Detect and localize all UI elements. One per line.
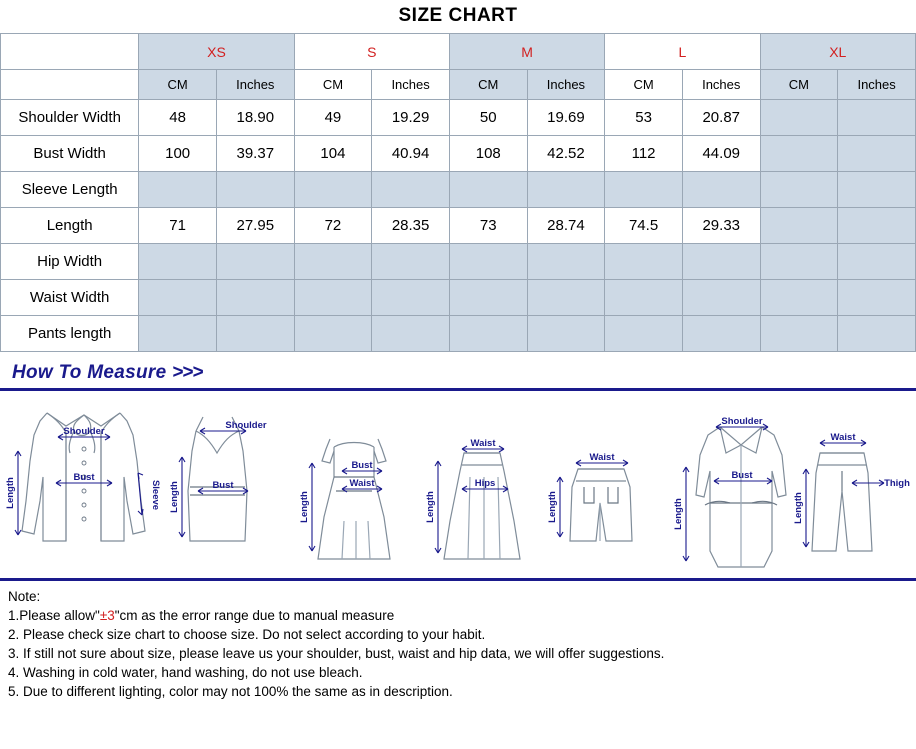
cell-waist-l-cm xyxy=(605,280,683,316)
cell-hip-s-cm xyxy=(294,244,372,280)
table-row xyxy=(1,244,916,280)
note-line-2: 2. Please check size chart to choose size. Do not select according to your habit. xyxy=(8,627,486,642)
cell-hip-xs-cm xyxy=(139,244,217,280)
cell-pants-m-in xyxy=(527,316,605,352)
unit-cell-l-cm: CM xyxy=(605,70,683,100)
cell-waist-xl-cm xyxy=(760,280,838,316)
cell-sleeve-xs-in xyxy=(216,172,294,208)
cell-length-l-cm: 74.5 xyxy=(605,208,683,244)
cell-waist-l-in xyxy=(682,280,760,316)
measure-figures xyxy=(0,391,916,581)
row-label-waist-width: Waist Width xyxy=(1,280,139,316)
size-header-l: L xyxy=(605,34,760,70)
cell-hip-xs-in xyxy=(216,244,294,280)
cell-waist-xs-cm xyxy=(139,280,217,316)
cell-bust-l-in: 44.09 xyxy=(682,136,760,172)
figure-label-skirt-length: Length xyxy=(425,491,436,523)
table-size-header-row xyxy=(1,34,916,70)
figure-label-shorts-length: Length xyxy=(547,491,558,523)
cell-bust-l-cm: 112 xyxy=(605,136,683,172)
cell-shoulder-l-in: 20.87 xyxy=(682,100,760,136)
cell-bust-xl-cm xyxy=(760,136,838,172)
cell-pants-m-cm xyxy=(449,316,527,352)
cell-bust-xl-in xyxy=(838,136,916,172)
cell-hip-m-in xyxy=(527,244,605,280)
cell-shoulder-xs-cm: 48 xyxy=(139,100,217,136)
figure-label-blouse-length: Length xyxy=(5,477,16,509)
unit-cell-xl-cm: CM xyxy=(760,70,838,100)
cell-bust-xs-cm: 100 xyxy=(139,136,217,172)
cell-sleeve-xl-cm xyxy=(760,172,838,208)
figure-label-blouse-sleeve: Sleeve xyxy=(150,479,161,511)
cell-waist-m-cm xyxy=(449,280,527,316)
cell-bust-m-cm: 108 xyxy=(449,136,527,172)
table-row xyxy=(1,172,916,208)
note-line-3: 3. If still not sure about size, please leave us your shoulder, bust, waist and hip data, we will offer suggestions. xyxy=(8,646,665,661)
figure-label-coat-shoulder: Shoulder xyxy=(721,416,763,427)
cell-length-l-in: 29.33 xyxy=(682,208,760,244)
cell-shoulder-m-cm: 50 xyxy=(449,100,527,136)
figure-label-skirt-hips: Hips xyxy=(474,478,496,489)
cell-waist-xs-in xyxy=(216,280,294,316)
row-label-hip-width: Hip Width xyxy=(1,244,139,280)
table-row xyxy=(1,100,916,136)
cell-sleeve-l-cm xyxy=(605,172,683,208)
measure-figures-svg xyxy=(0,391,916,578)
how-to-measure-text: How To Measure xyxy=(12,362,167,383)
cell-shoulder-s-cm: 49 xyxy=(294,100,372,136)
figure-label-dress-bust: Bust xyxy=(351,460,373,471)
unit-cell-xs-inches: Inches xyxy=(216,70,294,100)
figure-label-pants-thigh: Thigh xyxy=(884,478,910,489)
cell-sleeve-xs-cm xyxy=(139,172,217,208)
table-row xyxy=(1,136,916,172)
cell-sleeve-s-in xyxy=(372,172,450,208)
row-label-length: Length xyxy=(1,208,139,244)
figure-label-pants-waist: Waist xyxy=(830,432,856,443)
figure-label-skirt-waist: Waist xyxy=(470,438,496,449)
cell-hip-xl-cm xyxy=(760,244,838,280)
cell-hip-l-cm xyxy=(605,244,683,280)
figure-label-dress-waist: Waist xyxy=(349,478,375,489)
unit-cell-s-cm: CM xyxy=(294,70,372,100)
table-row xyxy=(1,280,916,316)
cell-shoulder-xl-cm xyxy=(760,100,838,136)
figure-label-coat-bust: Bust xyxy=(731,470,753,481)
cell-sleeve-l-in xyxy=(682,172,760,208)
cell-waist-xl-in xyxy=(838,280,916,316)
figure-label-blouse-shoulder: Shoulder xyxy=(63,426,105,437)
cell-pants-xl-cm xyxy=(760,316,838,352)
cell-pants-s-cm xyxy=(294,316,372,352)
cell-length-s-cm: 72 xyxy=(294,208,372,244)
cell-sleeve-m-cm xyxy=(449,172,527,208)
cell-shoulder-xs-in: 18.90 xyxy=(216,100,294,136)
row-label-sleeve-length: Sleeve Length xyxy=(1,172,139,208)
cell-length-xs-in: 27.95 xyxy=(216,208,294,244)
cell-sleeve-xl-in xyxy=(838,172,916,208)
cell-pants-xs-in xyxy=(216,316,294,352)
figure-label-camisole-shoulder: Shoulder xyxy=(225,420,267,431)
cell-pants-l-cm xyxy=(605,316,683,352)
size-header-xl: XL xyxy=(760,34,915,70)
cell-bust-s-in: 40.94 xyxy=(372,136,450,172)
unit-cell-l-inches: Inches xyxy=(682,70,760,100)
cell-shoulder-l-cm: 53 xyxy=(605,100,683,136)
cell-length-xs-cm: 71 xyxy=(139,208,217,244)
cell-sleeve-s-cm xyxy=(294,172,372,208)
cell-shoulder-xl-in xyxy=(838,100,916,136)
cell-length-m-in: 28.74 xyxy=(527,208,605,244)
row-label-shoulder-width: Shoulder Width xyxy=(1,100,139,136)
cell-waist-s-cm xyxy=(294,280,372,316)
table-row xyxy=(1,208,916,244)
cell-hip-s-in xyxy=(372,244,450,280)
cell-length-m-cm: 73 xyxy=(449,208,527,244)
size-header-xs: XS xyxy=(139,34,294,70)
cell-pants-xs-cm xyxy=(139,316,217,352)
unit-cell-xs-cm: CM xyxy=(139,70,217,100)
unit-cell-s-inches: Inches xyxy=(372,70,450,100)
cell-shoulder-s-in: 19.29 xyxy=(372,100,450,136)
notes-section xyxy=(0,581,916,701)
figure-label-blouse-bust: Bust xyxy=(73,472,95,483)
cell-bust-s-cm: 104 xyxy=(294,136,372,172)
figure-label-camisole-length: Length xyxy=(169,481,180,513)
table-corner-cell xyxy=(1,34,139,70)
cell-shoulder-m-in: 19.69 xyxy=(527,100,605,136)
figure-label-shorts-waist: Waist xyxy=(589,452,615,463)
how-to-measure-heading xyxy=(0,362,916,384)
cell-sleeve-m-in xyxy=(527,172,605,208)
row-label-bust-width: Bust Width xyxy=(1,136,139,172)
cell-length-xl-cm xyxy=(760,208,838,244)
figure-label-camisole-bust: Bust xyxy=(212,480,234,491)
notes-heading: Note: xyxy=(8,589,41,604)
note-line-4: 4. Washing in cold water, hand washing, do not use bleach. xyxy=(8,665,363,680)
cell-length-xl-in xyxy=(838,208,916,244)
cell-length-s-in: 28.35 xyxy=(372,208,450,244)
figure-label-pants-length: Length xyxy=(793,492,804,524)
cell-hip-l-in xyxy=(682,244,760,280)
cell-hip-m-cm xyxy=(449,244,527,280)
size-chart-table xyxy=(0,33,916,352)
cell-bust-xs-in: 39.37 xyxy=(216,136,294,172)
figure-label-dress-length: Length xyxy=(299,491,310,523)
cell-pants-xl-in xyxy=(838,316,916,352)
row-label-pants-length: Pants length xyxy=(1,316,139,352)
unit-cell-m-cm: CM xyxy=(449,70,527,100)
arrows-icon: >>> xyxy=(172,362,203,383)
table-unit-header-row xyxy=(1,70,916,100)
cell-pants-s-in xyxy=(372,316,450,352)
note-line-5: 5. Due to different lighting, color may not 100% the same as in description. xyxy=(8,684,453,699)
size-header-s: S xyxy=(294,34,449,70)
size-header-m: M xyxy=(449,34,604,70)
unit-cell-xl-inches: Inches xyxy=(838,70,916,100)
cell-bust-m-in: 42.52 xyxy=(527,136,605,172)
note-line-1: 1.Please allow"±3"cm as the error range due to manual measure xyxy=(8,608,395,623)
page-title: SIZE CHART xyxy=(398,5,518,26)
cell-pants-l-in xyxy=(682,316,760,352)
cell-waist-s-in xyxy=(372,280,450,316)
unit-corner-cell xyxy=(1,70,139,100)
table-row xyxy=(1,316,916,352)
figure-label-coat-length: Length xyxy=(673,498,684,530)
cell-hip-xl-in xyxy=(838,244,916,280)
cell-waist-m-in xyxy=(527,280,605,316)
unit-cell-m-inches: Inches xyxy=(527,70,605,100)
